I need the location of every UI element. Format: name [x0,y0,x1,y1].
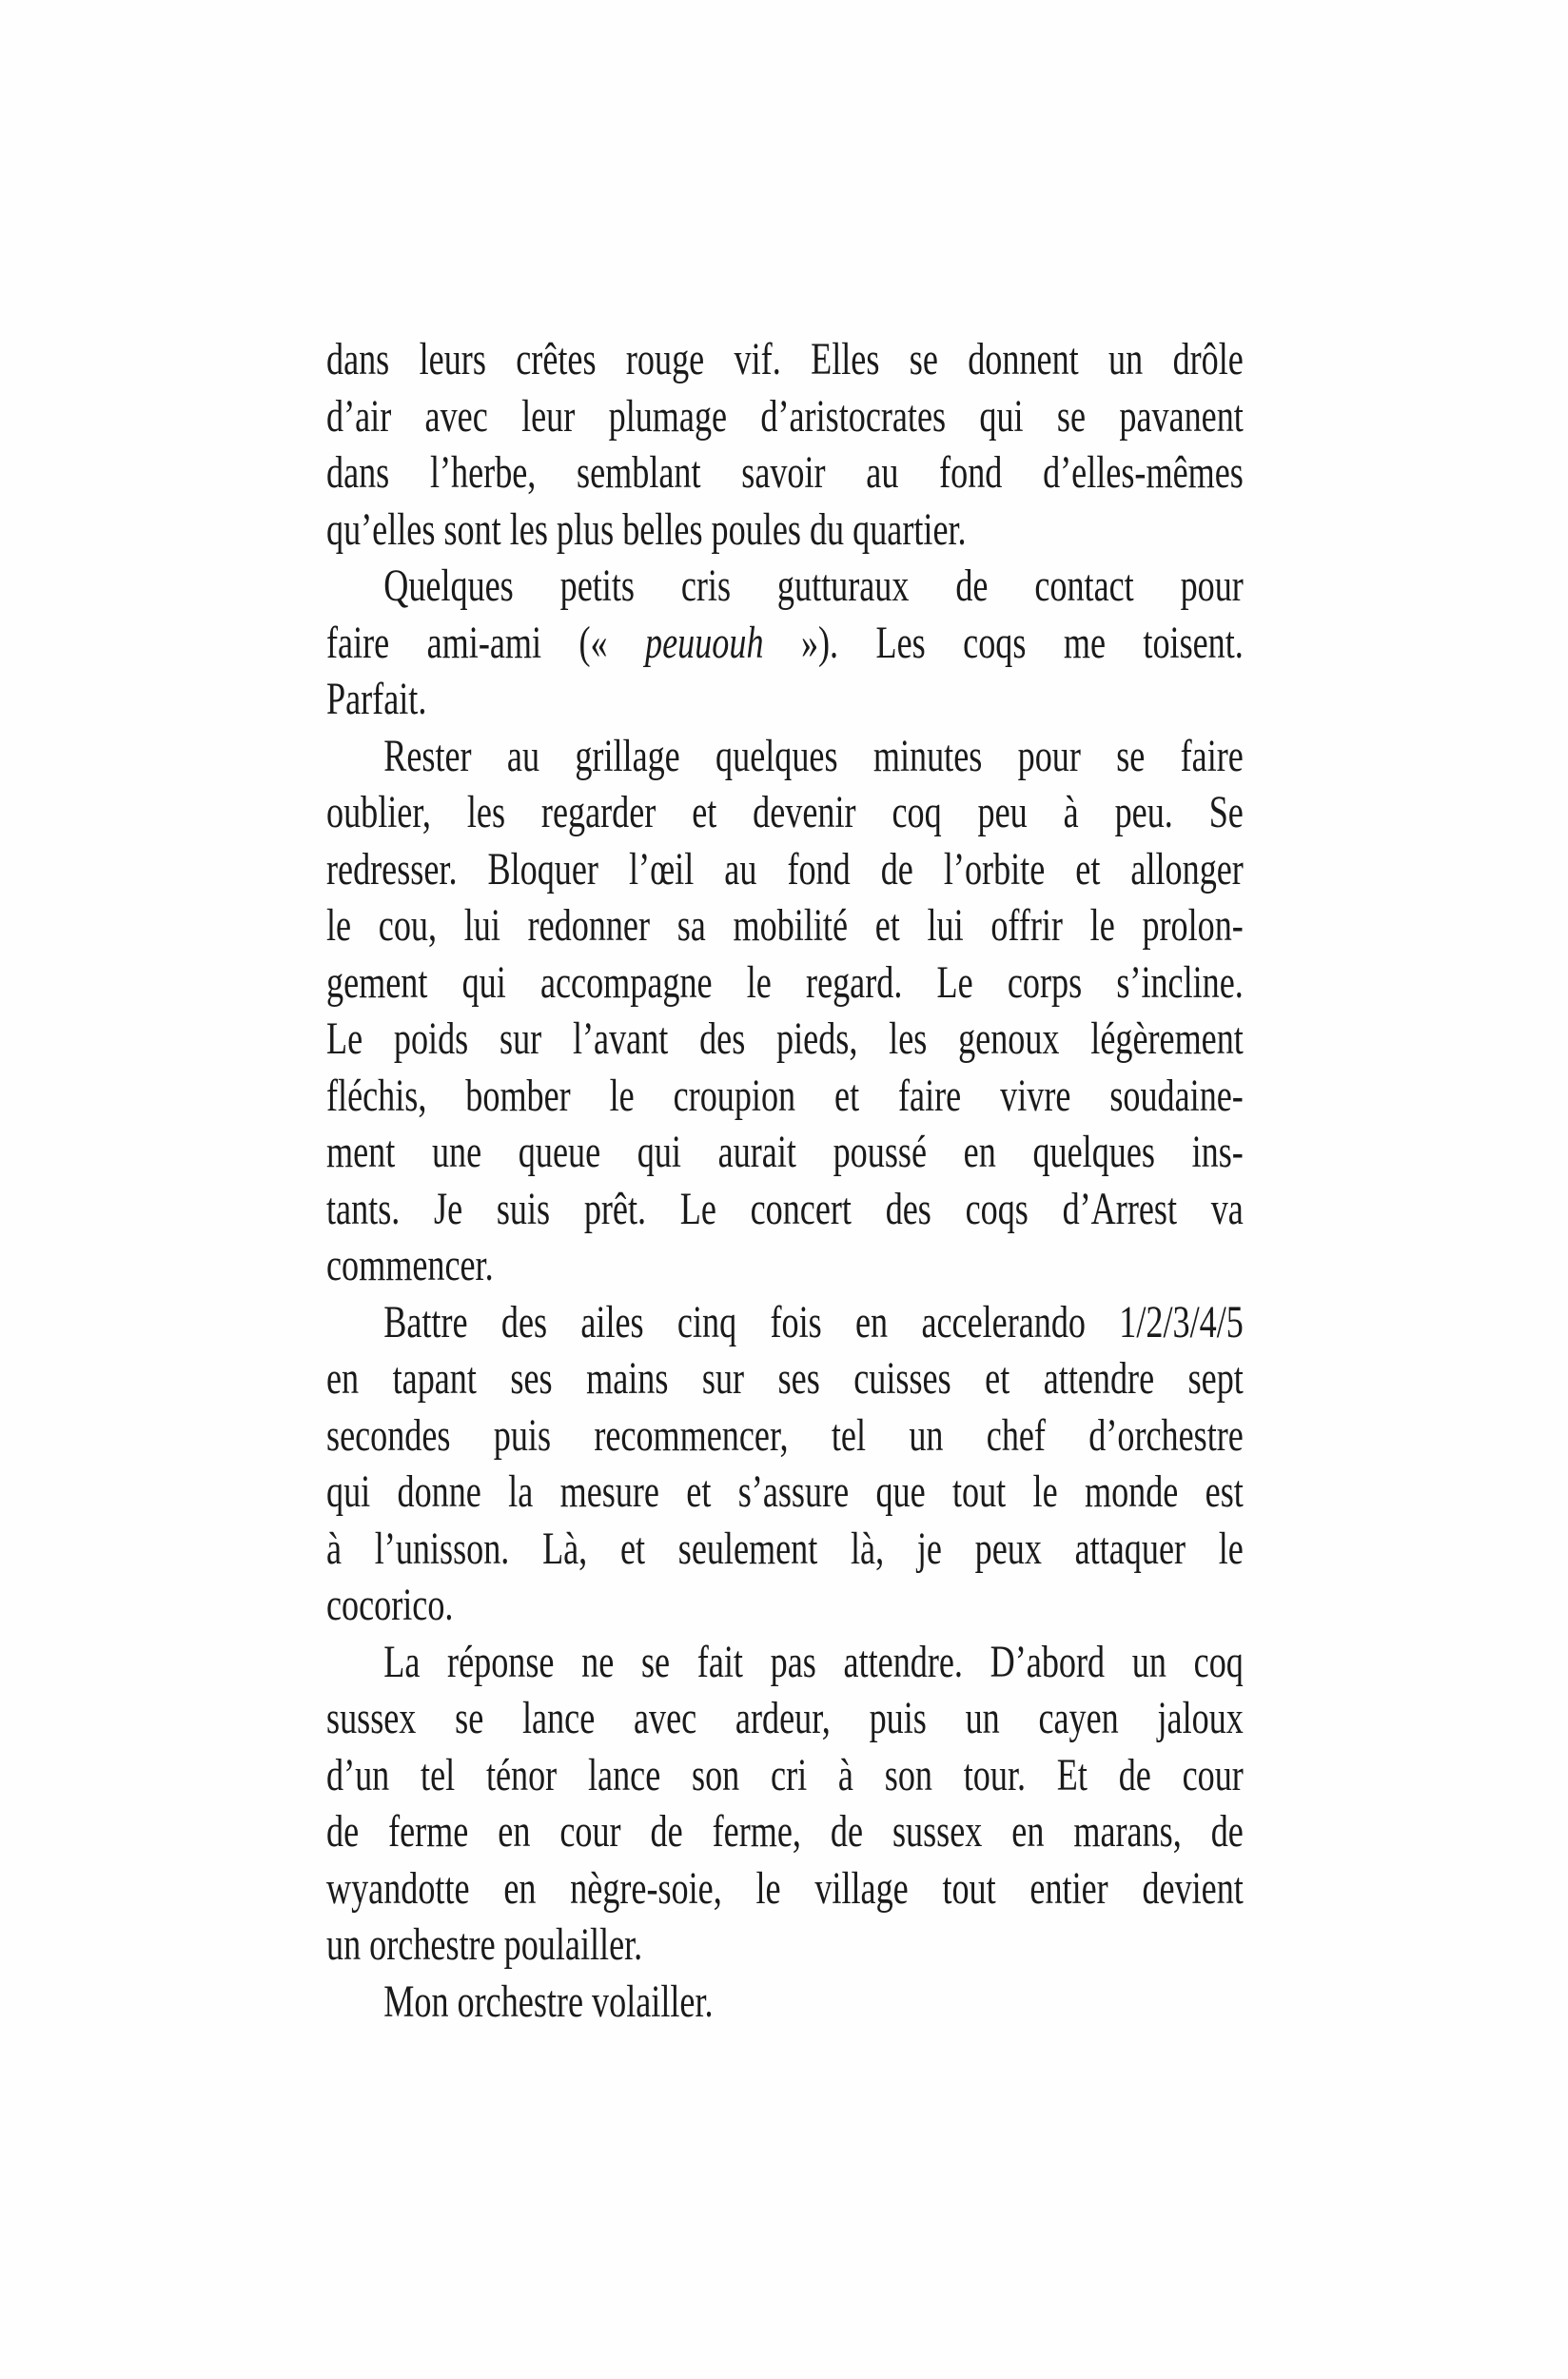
text-line: Battre des ailes cinq fois en accelerando 1/2/3/4/5 [383,1296,1244,1347]
text-line: La réponse ne se fait pas attendre. D’abord un coq [383,1636,1244,1687]
paragraph [326,1974,1244,2031]
text-segment: »). Les coqs me toisent. [763,617,1244,668]
text-line: qui donne la mesure et s’assure que tout le monde est [326,1466,1244,1517]
text-line: oublier, les regarder et devenir coq peu à peu. Se [326,787,1244,837]
paragraph [326,558,1244,728]
text-line: de ferme en cour de ferme, de sussex en marans, de [326,1806,1244,1857]
text-line: ment une queue qui aurait poussé en quelques ins- [326,1127,1244,1177]
paragraph [326,1634,1244,1974]
text-line [326,615,1244,672]
paragraph [326,728,1244,1294]
text-line: en tapant ses mains sur ses cuisses et attendre sept [326,1353,1244,1404]
text-line: à l’unisson. Là, et seulement là, je peux attaquer le [326,1523,1244,1574]
text-line: gement qui accompagne le regard. Le corps s’incline. [326,956,1244,1008]
text-line: Rester au grillage quelques minutes pour se faire [383,730,1244,781]
paragraph [326,331,1244,558]
text-line: Parfait. [326,674,427,724]
text-line: Quelques petits cris gutturaux de contact pour [383,560,1244,611]
text-segment: faire ami-ami (« [326,617,646,668]
text-line: un orchestre poulailler. [326,1919,643,1970]
text-line: le cou, lui redonner sa mobilité et lui offrir le prolon- [326,900,1244,951]
text-line: sussex se lance avec ardeur, puis un cayen jaloux [326,1693,1244,1743]
text-line: qu’elles sont les plus belles poules du quartier. [326,503,967,555]
page-text-block [326,331,1244,2030]
text-line: tants. Je suis prêt. Le concert des coqs d’Arrest va [326,1183,1244,1234]
text-line: Le poids sur l’avant des pieds, les genoux légèrement [326,1013,1244,1064]
text-line: cocorico. [326,1580,454,1630]
text-line: secondes puis recommencer, tel un chef d’orchestre [326,1409,1244,1461]
italic-term: peuuouh [645,617,764,668]
text-line: wyandotte en nègre-soie, le village tout entier devient [326,1862,1244,1914]
text-line: dans l’herbe, semblant savoir au fond d’elles-mêmes [326,447,1244,498]
text-line: fléchis, bomber le croupion et faire vivre soudaine- [326,1070,1244,1121]
text-line: d’air avec leur plumage d’aristocrates qui se pavanent [326,390,1244,442]
text-line: Mon orchestre volailler. [383,1976,714,2027]
text-line: dans leurs crêtes rouge vif. Elles se donnent un drôle [326,334,1244,384]
text-line: d’un tel ténor lance son cri à son tour. Et de cour [326,1749,1244,1800]
paragraph [326,1294,1244,1634]
text-line: redresser. Bloquer l’œil au fond de l’orbite et allonger [326,843,1244,895]
text-line: commencer. [326,1240,494,1290]
